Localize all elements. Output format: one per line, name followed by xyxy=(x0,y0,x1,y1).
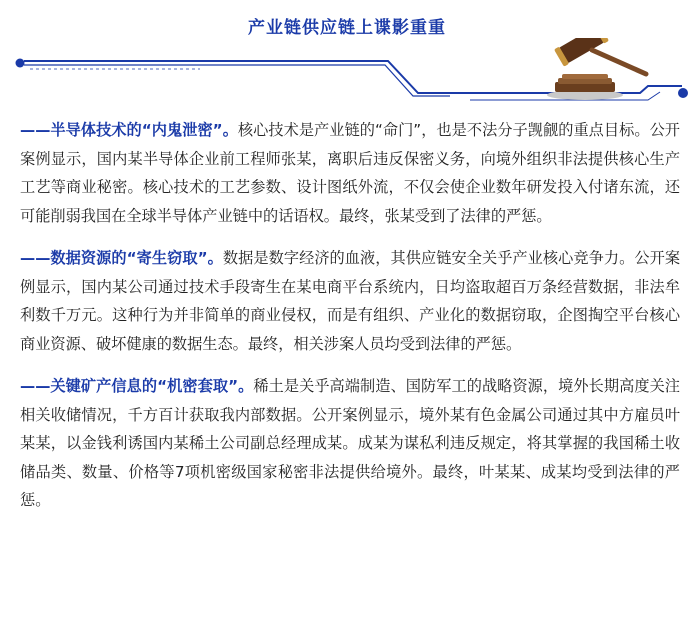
paragraph-lead: ——半导体技术的“内鬼泄密”。 xyxy=(20,121,238,139)
paragraph-text: 数据是数字经济的血液，其供应链安全关乎产业核心竞争力。公开案例显示，国内某公司通过技术手段寄生在某电商平台系统内，日均盗取超百万条经营数据，非法牟利数千万元。这种行为并非简单的商业侵权，而是有组织、产业化的数据窃取，企图掏空平台核心商业资源、破坏健康的数据生态。最终，相关涉案人员均受到法律的严惩。 xyxy=(20,249,681,353)
paragraph-lead: ——数据资源的“寄生窃取”。 xyxy=(20,249,223,267)
gavel-icon xyxy=(547,38,646,100)
decor-line-left xyxy=(16,59,321,70)
paragraph-text: 核心技术是产业链的“命门”，也是不法分子觊觎的重点目标。公开案例显示，国内某半导体企业前工程师张某，离职后违反保密义务，向境外组织非法提供核心生产工艺等商业秘密。核心技术的工艺参数、设计图纸外流，不仅会使企业数年研发投入付诸东流，还可能削弱我国在全球半导体产业链中的话语权。最终，张某受到了法律的严惩。 xyxy=(20,121,680,225)
paragraph-semiconductor xyxy=(20,116,680,230)
page-title: 产业链供应链上谍影重重 xyxy=(248,18,446,38)
paragraph-data-resources xyxy=(20,244,680,358)
header-decoration xyxy=(0,38,694,110)
paragraph-lead: ——关键矿产信息的“机密套取”。 xyxy=(20,377,254,395)
paragraph-text: 稀土是关乎高端制造、国防军工的战略资源，境外长期高度关注相关收储情况，千方百计获取我内部数据。公开案例显示，境外某有色金属公司通过其中方雇员叶某某，以金钱利诱国内某稀土公司副总经理成某。成某为谋私利违反规定，将其掌握的我国稀土收储品类、数量、价格等7项机密级国家秘密非法提供给境外。最终，叶某某、成某均受到法律的严惩。 xyxy=(20,377,680,509)
paragraph-critical-minerals xyxy=(20,372,680,515)
article-body xyxy=(20,116,680,529)
